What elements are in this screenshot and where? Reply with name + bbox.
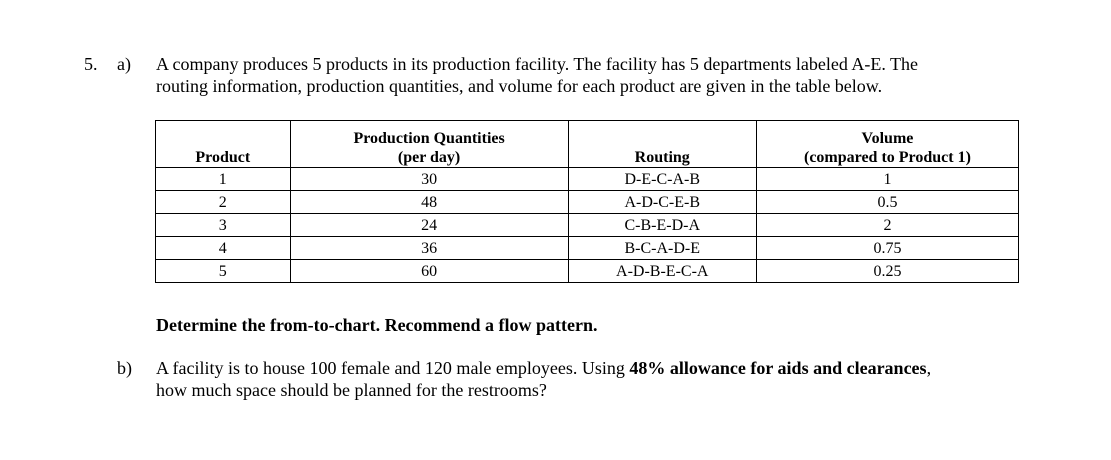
part-a-line-2: routing information, production quantities, and volume for each product are given in the table below.	[156, 76, 883, 96]
table-row	[156, 191, 1019, 214]
header-production-quantities	[290, 121, 568, 168]
part-a-description	[156, 53, 1056, 97]
table-row	[156, 168, 1019, 191]
cell-product: 4	[156, 237, 291, 260]
header-routing: Routing	[568, 121, 756, 168]
cell-volume: 0.25	[756, 260, 1018, 283]
table-row	[156, 260, 1019, 283]
question-number: 5.	[84, 54, 98, 74]
cell-routing: B-C-A-D-E	[568, 237, 756, 260]
cell-product: 5	[156, 260, 291, 283]
table-row	[156, 214, 1019, 237]
part-b-text-pre: A facility is to house 100 female and 120 male employees. Using	[156, 358, 630, 378]
cell-quantity: 60	[290, 260, 568, 283]
cell-volume: 0.75	[756, 237, 1018, 260]
cell-volume: 1	[756, 168, 1018, 191]
table-header-row	[156, 121, 1019, 168]
cell-quantity: 30	[290, 168, 568, 191]
part-a-line-1: A company produces 5 products in its production facility. The facility has 5 departments labeled A-E. The	[156, 54, 918, 74]
header-product: Product	[156, 121, 291, 168]
part-b-label: b)	[117, 358, 132, 378]
part-a-instruction: Determine the from-to-chart. Recommend a flow pattern.	[156, 315, 598, 335]
part-b-description	[156, 357, 1056, 401]
table-row	[156, 237, 1019, 260]
part-b-text-post: ,	[926, 358, 932, 378]
header-volume-line2: (compared to Product 1)	[803, 149, 971, 166]
cell-routing: A-D-C-E-B	[568, 191, 756, 214]
part-b-line-1	[156, 357, 1056, 379]
cell-quantity: 36	[290, 237, 568, 260]
cell-product: 2	[156, 191, 291, 214]
cell-routing: C-B-E-D-A	[568, 214, 756, 237]
cell-volume: 2	[756, 214, 1018, 237]
product-routing-table	[155, 120, 1019, 283]
cell-product: 3	[156, 214, 291, 237]
header-quantities-line2: (per day)	[397, 149, 461, 166]
cell-routing: D-E-C-A-B	[568, 168, 756, 191]
header-volume	[756, 121, 1018, 168]
header-quantities-line1: Production Quantities	[353, 130, 505, 147]
part-b-line-2: how much space should be planned for the restrooms?	[156, 380, 547, 400]
cell-quantity: 24	[290, 214, 568, 237]
cell-volume: 0.5	[756, 191, 1018, 214]
cell-product: 1	[156, 168, 291, 191]
cell-routing: A-D-B-E-C-A	[568, 260, 756, 283]
part-b-allowance: 48% allowance for aids and clearances	[629, 358, 927, 378]
header-volume-line1: Volume	[861, 130, 914, 147]
cell-quantity: 48	[290, 191, 568, 214]
part-a-label: a)	[117, 54, 131, 74]
